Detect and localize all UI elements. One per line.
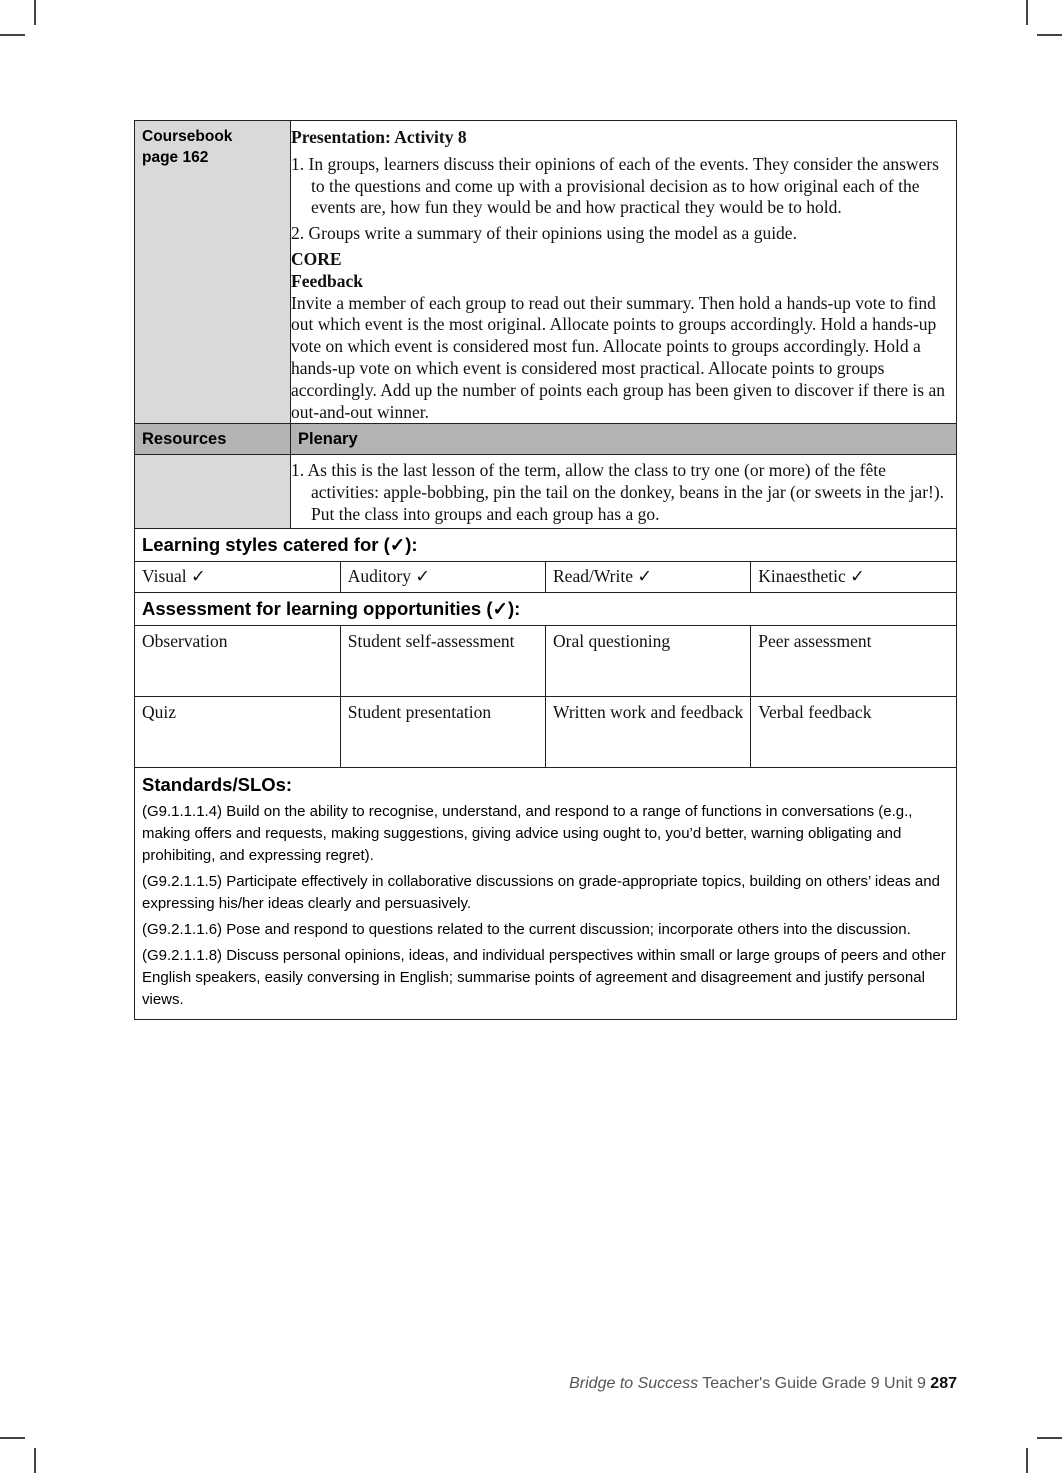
learning-style-read-write: Read/Write ✓: [546, 562, 751, 592]
learning-styles-grid: [135, 562, 956, 592]
standard-item: (G9.2.1.1.5) Participate effectively in collaborative discussions on grade-appropriate topics, building on others’ ideas and expressing his/her ideas clearly and persuasively.: [142, 872, 940, 912]
crop-mark-top-left-v: [34, 0, 36, 25]
feedback-label: Feedback: [291, 270, 363, 291]
learning-styles-heading-cell: [135, 528, 957, 561]
assessment-item: Verbal feedback: [751, 696, 956, 767]
page-footer: [569, 1375, 957, 1393]
standard-item: (G9.2.1.1.8) Discuss personal opinions, ideas, and individual perspectives within small or large groups of peers and other English speakers, easily conversing in English; summarise points of agreement and disagreement and justify personal views.: [142, 946, 946, 1008]
standard-item: (G9.2.1.1.6) Pose and respond to questions related to the current discussion; incorporate others into the discussion.: [142, 920, 911, 938]
assessment-heading-cell: [135, 592, 957, 625]
learning-styles-cell: [135, 561, 957, 592]
crop-mark-top-right-h: [1037, 34, 1062, 36]
assessment-cell: [135, 625, 957, 767]
learning-style-kinaesthetic: Kinaesthetic ✓: [751, 562, 956, 592]
crop-mark-top-left-h: [0, 34, 25, 36]
lesson-plan-table: [134, 120, 957, 1020]
coursebook-page: page 162: [142, 149, 209, 166]
plenary-header-cell: [291, 424, 957, 455]
assessment-heading: Assessment for learning opportunities (✓):: [142, 597, 521, 619]
learning-styles-heading: Learning styles catered for (✓):: [142, 533, 418, 555]
plenary-item: 1. As this is the last lesson of the term, allow the class to try one (or more) of the fête activities: apple-bobbing, pin the tail on the donkey, beans in the jar (or sweets in the jar!). Put the class into groups and each group has a go.: [291, 460, 945, 524]
crop-mark-bottom-left-v: [34, 1448, 36, 1473]
crop-mark-top-right-v: [1026, 0, 1028, 25]
assessment-row: [135, 625, 957, 767]
learning-style-auditory: Auditory ✓: [340, 562, 545, 592]
footer-subtitle: Teacher's Guide Grade 9 Unit 9: [698, 1375, 931, 1392]
plenary-header-row: [135, 424, 957, 455]
learning-style-visual: Visual ✓: [135, 562, 340, 592]
plenary-label: Plenary: [298, 430, 358, 449]
standard-item: (G9.1.1.1.4) Build on the ability to recognise, understand, and respond to a range of functions in conversations (e.g., making offers and requests, making suggestions, giving advice using ought to, you’d better, warning obligating and prohibiting, and expressing regret).: [142, 802, 913, 864]
presentation-title: Presentation: Activity 8: [291, 127, 467, 147]
assessment-item: Student self-assessment: [340, 626, 545, 697]
presentation-item: 2. Groups write a summary of their opinions using the model as a guide.: [291, 223, 797, 244]
plenary-row: [135, 455, 957, 528]
assessment-heading-row: [135, 592, 957, 625]
crop-mark-bottom-right-h: [1037, 1437, 1062, 1439]
assessment-item: Quiz: [135, 696, 340, 767]
resources-header-cell: [135, 424, 291, 455]
assessment-grid-row: [135, 696, 956, 767]
footer-book-title: Bridge to Success: [569, 1375, 699, 1392]
assessment-item: Student presentation: [340, 696, 545, 767]
presentation-row: [135, 121, 957, 424]
page-number: 287: [930, 1375, 957, 1392]
plenary-cell: [291, 455, 957, 528]
assessment-grid: [135, 626, 956, 767]
resources-label: Resources: [142, 430, 227, 449]
coursebook-cell: [135, 121, 291, 424]
assessment-item: Peer assessment: [751, 626, 956, 697]
coursebook-label: Coursebook: [142, 128, 233, 145]
resources-cell: [135, 455, 291, 528]
crop-mark-bottom-right-v: [1026, 1448, 1028, 1473]
learning-styles-row: [135, 561, 957, 592]
assessment-item: Oral questioning: [546, 626, 751, 697]
standards-cell: [135, 767, 957, 1019]
feedback-text: Invite a member of each group to read out their summary. Then hold a hands-up vote to find out which event is the most original. Allocate points to groups accordingly. Hold a hands-up vote on which event is considered most fun. Allocate points to groups accordingly. Hold a hands-up vote on which event is considered most practical. Allocate points to groups accordingly. Add up the number of points each group has been given to discover if there is an out-and-out winner.: [291, 292, 945, 422]
presentation-cell: [291, 121, 957, 424]
assessment-grid-row: [135, 626, 956, 697]
standards-heading: Standards/SLOs:: [142, 773, 293, 795]
assessment-item: Observation: [135, 626, 340, 697]
learning-styles-heading-row: [135, 528, 957, 561]
presentation-item: 1. In groups, learners discuss their opinions of each of the events. They consider the answers to the questions and come up with a provisional decision as to how original each of the events are, how fun they would be and how practical they would be to hold.: [291, 153, 939, 218]
assessment-item: Written work and feedback: [546, 696, 751, 767]
core-label: CORE: [291, 248, 342, 269]
standards-row: [135, 767, 957, 1019]
crop-mark-bottom-left-h: [0, 1437, 25, 1439]
